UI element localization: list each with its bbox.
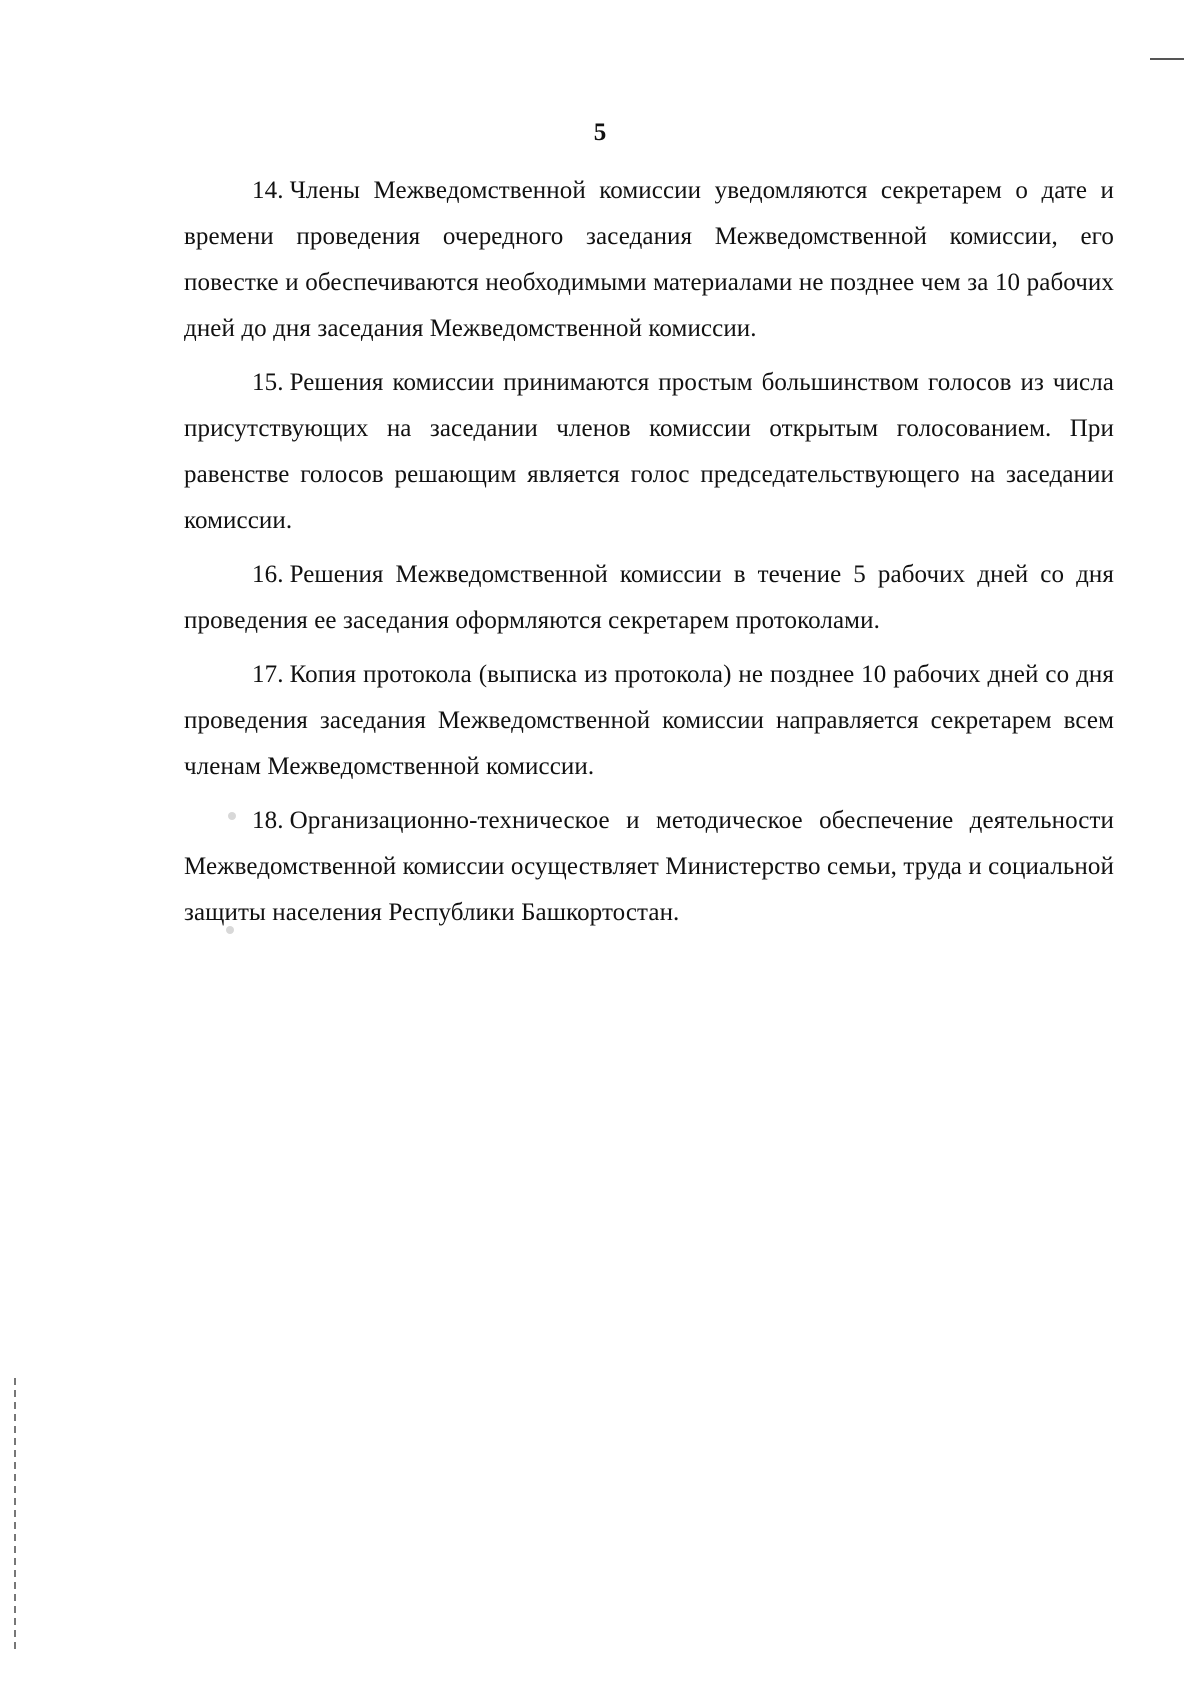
page-number: 5 bbox=[593, 119, 607, 146]
scan-corner-mark bbox=[1150, 58, 1184, 60]
paragraph-number: 14. bbox=[252, 177, 284, 204]
paragraph-text: Решения комиссии принимаются простым большинством голосов из числа присутствующих на заседании членов комиссии открытым голосованием. При равенстве голосов решающим является голос председательствующего на заседании комиссии. bbox=[184, 369, 1114, 534]
scan-edge-line bbox=[14, 1378, 16, 1652]
paragraph-number: 15. bbox=[252, 369, 284, 396]
paragraph-17 bbox=[184, 652, 1114, 790]
document-body bbox=[184, 168, 1114, 944]
paragraph-18 bbox=[184, 798, 1114, 936]
paragraph-14 bbox=[184, 168, 1114, 352]
paragraph-number: 17. bbox=[252, 661, 284, 688]
scan-speck bbox=[226, 926, 234, 934]
paragraph-text: Решения Межведомственной комиссии в течение 5 рабочих дней со дня проведения ее заседания оформляются секретарем протоколами. bbox=[184, 561, 1114, 634]
paragraph-15 bbox=[184, 360, 1114, 544]
paragraph-text: Организационно-техническое и методическое обеспечение деятельности Межведомственной комиссии осуществляет Министерство семьи, труда и социальной защиты населения Республики Башкортостан. bbox=[184, 807, 1114, 926]
paragraph-number: 16. bbox=[252, 561, 284, 588]
paragraph-text: Копия протокола (выписка из протокола) не позднее 10 рабочих дней со дня проведения заседания Межведомственной комиссии направляется секретарем всем членам Межведомственной комиссии. bbox=[184, 661, 1114, 780]
paragraph-16 bbox=[184, 552, 1114, 644]
scan-speck bbox=[228, 812, 236, 820]
paragraph-text: Члены Межведомственной комиссии уведомляются секретарем о дате и времени проведения очередного заседания Межведомственной комиссии, его повестке и обеспечиваются необходимыми материалами не позднее чем за 10 рабочих дней до дня заседания Межведомственной комиссии. bbox=[184, 177, 1114, 342]
paragraph-number: 18. bbox=[252, 807, 284, 834]
